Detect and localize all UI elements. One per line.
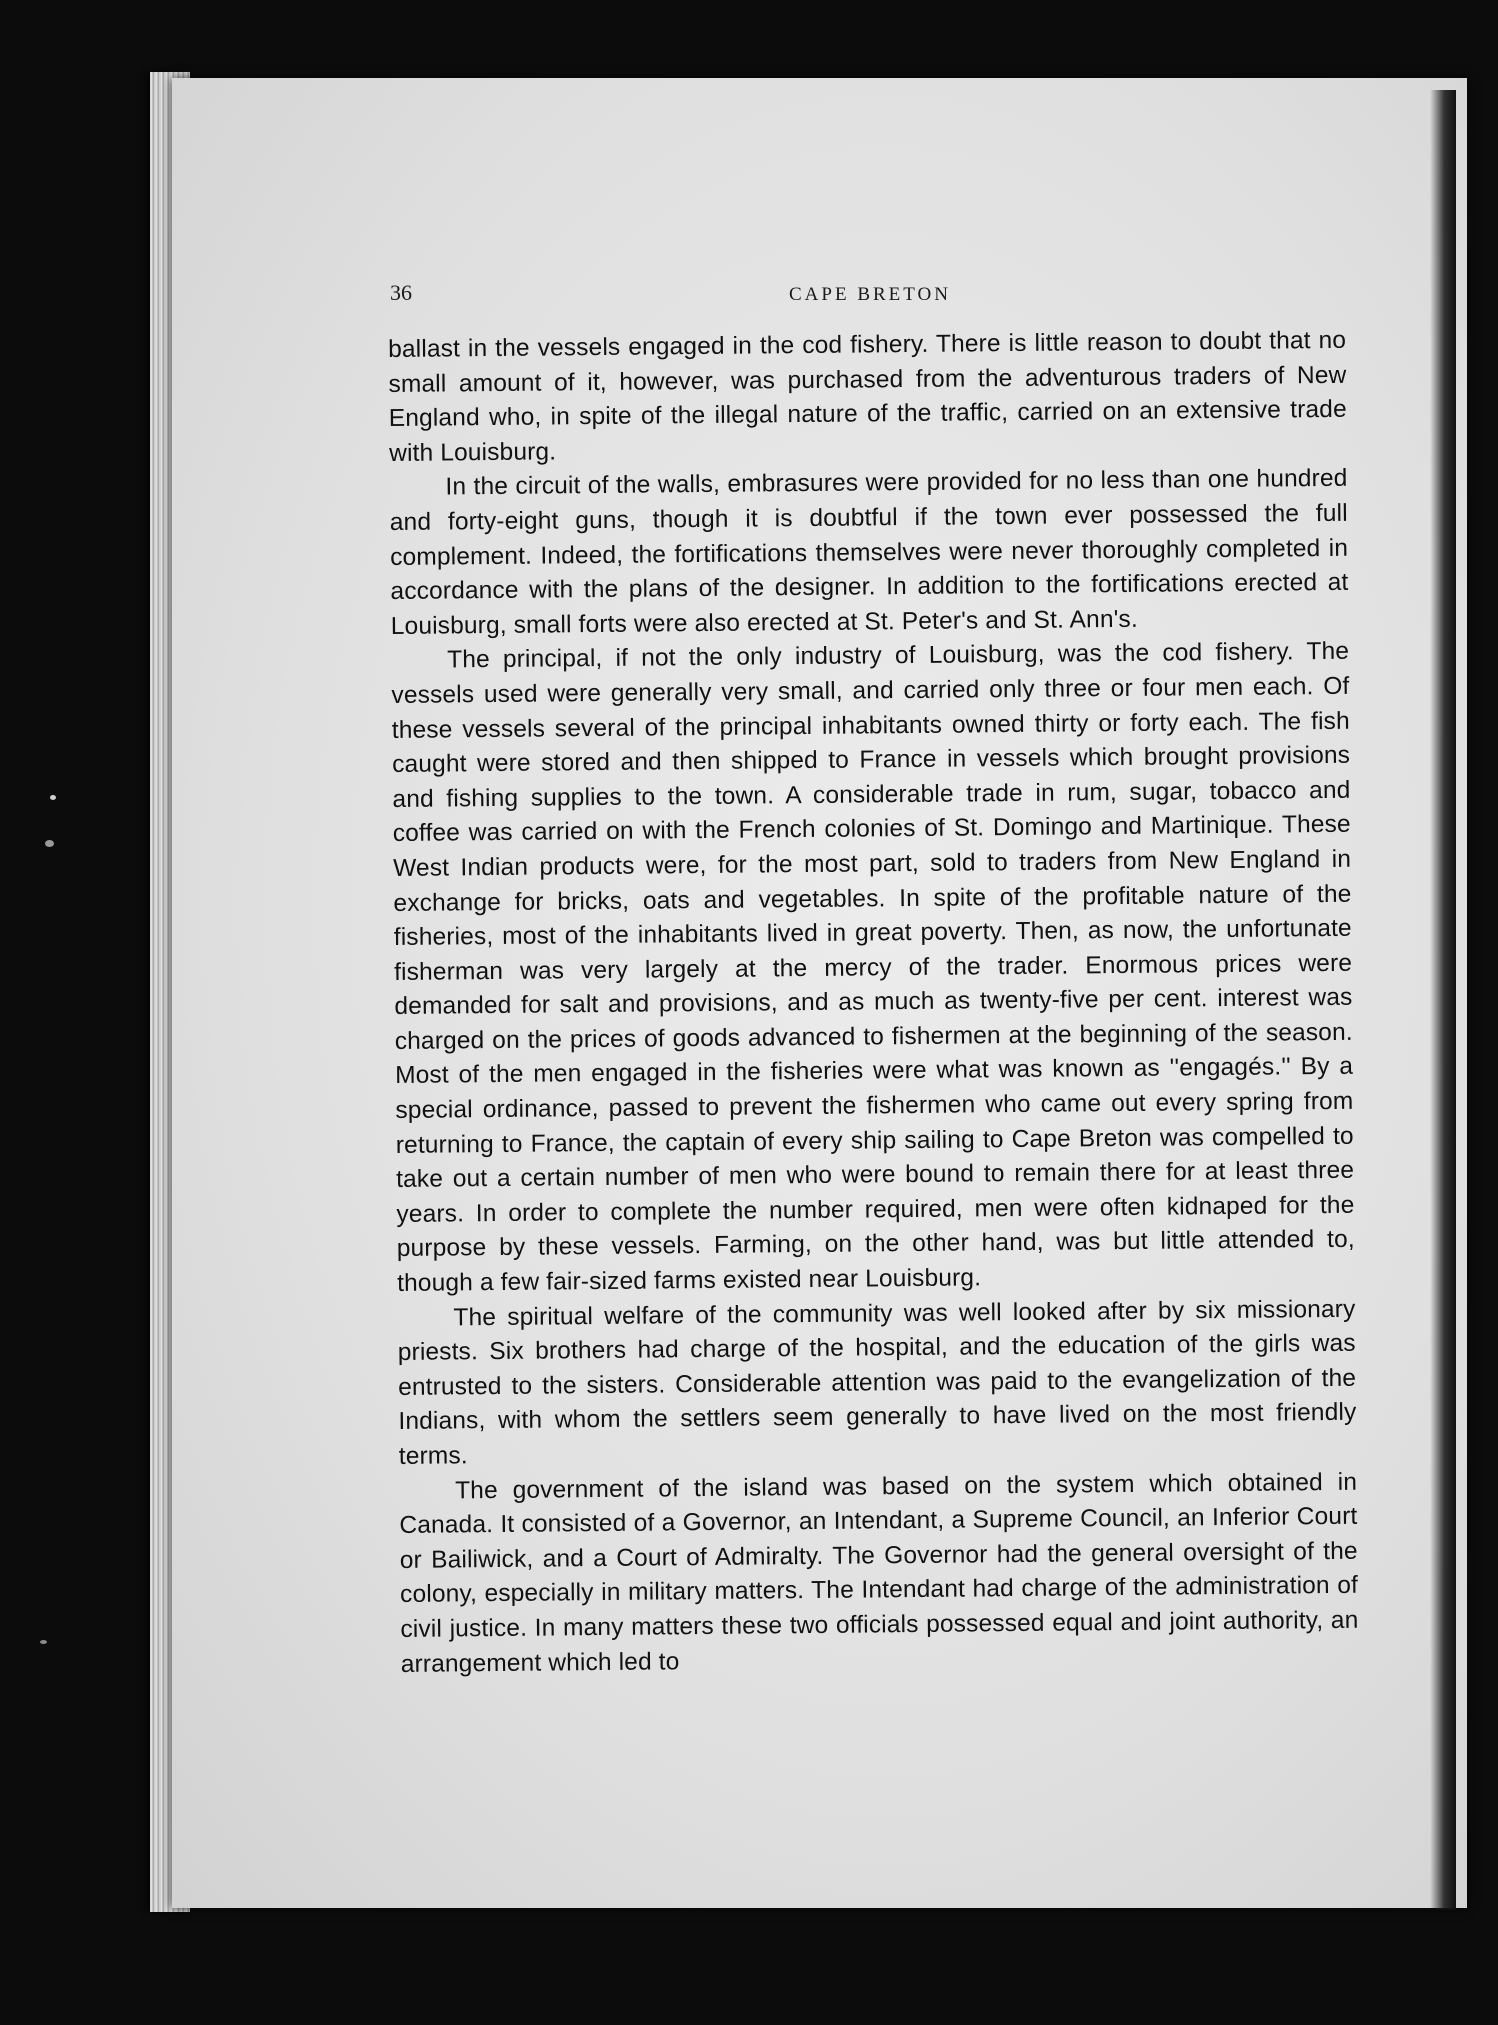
- paragraph-3: The principal, if not the only industry of Louisburg, was the cod fishery. The vessels used were generally very small, and carried only three or four men each. Of these vessels several of the principal inhabitants owned thirty or forty each. The fish caught were stored and then shipped to France in vessels which brought provisions and fishing supplies to the town. A considerable trade in rum, sugar, tobacco and coffee was carried on with the French colonies of St. Domingo and Martinique. These West Indian products were, for the most part, sold to traders from New England in exchange for bricks, oats and vegetables. In spite of the profitable nature of the fisheries, most of the inhabitants lived in great poverty. Then, as now, the unfortunate fisherman was very largely at the mercy of the trader. Enormous prices were demanded for salt and provisions, and as much as twenty-five per cent. interest was charged on the prices of goods advanced to fishermen at the beginning of the season. Most of the men engaged in the fisheries were what was known as ''engagés.'' By a special ordinance, passed to prevent the fishermen who came out every spring from returning to France, the captain of every ship sailing to Cape Breton was compelled to take out a certain number of men who were bound to remain there for at least three years. In order to complete the number required, men were often kidnaped for the purpose by these vessels. Farming, on the other hand, was but little attended to, though a few fair-sized farms existed near Louisburg.: [391, 638, 1355, 1297]
- body-text: [388, 324, 1360, 1753]
- running-head: [390, 280, 1350, 320]
- paragraph-5: The government of the island was based on the system which obtained in Canada. It consisted of a Governor, an Intendant, a Supreme Council, an Inferior Court or Bailiwick, and a Court of Admiralty. The Governor had the general oversight of the colony, especially in military matters. The Intendant had charge of the administration of civil justice. In many matters these two officials possessed equal and joint authority, an arrangement which led to: [399, 1468, 1359, 1678]
- scan-speck: [40, 1640, 47, 1644]
- paragraph-1: ballast in the vessels engaged in the cod fishery. There is little reason to doubt that no small amount of it, however, was purchased from the adventurous traders of New England who, in spite of the illegal nature of the traffic, carried on an extensive trade with Louisburg.: [388, 326, 1347, 467]
- scan-speck: [45, 840, 54, 847]
- paragraph-4: The spiritual welfare of the community was well looked after by six missionary priests. Six brothers had charge of the hospital, and the education of the girls was entrusted to the sisters. Considerable attention was paid to the evangelization of the Indians, with whom the settlers seem generally to have lived on the most friendly terms.: [397, 1295, 1357, 1470]
- paragraph-2: In the circuit of the walls, embrasures were provided for no less than one hundred and forty-eight guns, though it is doubtful if the town ever possessed the full complement. Indeed, the fortifications themselves were never thoroughly completed in accordance with the plans of the designer. In addition to the fortifications erected at Louisburg, small forts were also erected at St. Peter's and St. Ann's.: [389, 465, 1349, 640]
- scan-speck: [50, 795, 56, 800]
- page-title: CAPE BRETON: [789, 284, 951, 305]
- book-gutter: [1430, 90, 1456, 1910]
- page-number: 36: [390, 280, 412, 305]
